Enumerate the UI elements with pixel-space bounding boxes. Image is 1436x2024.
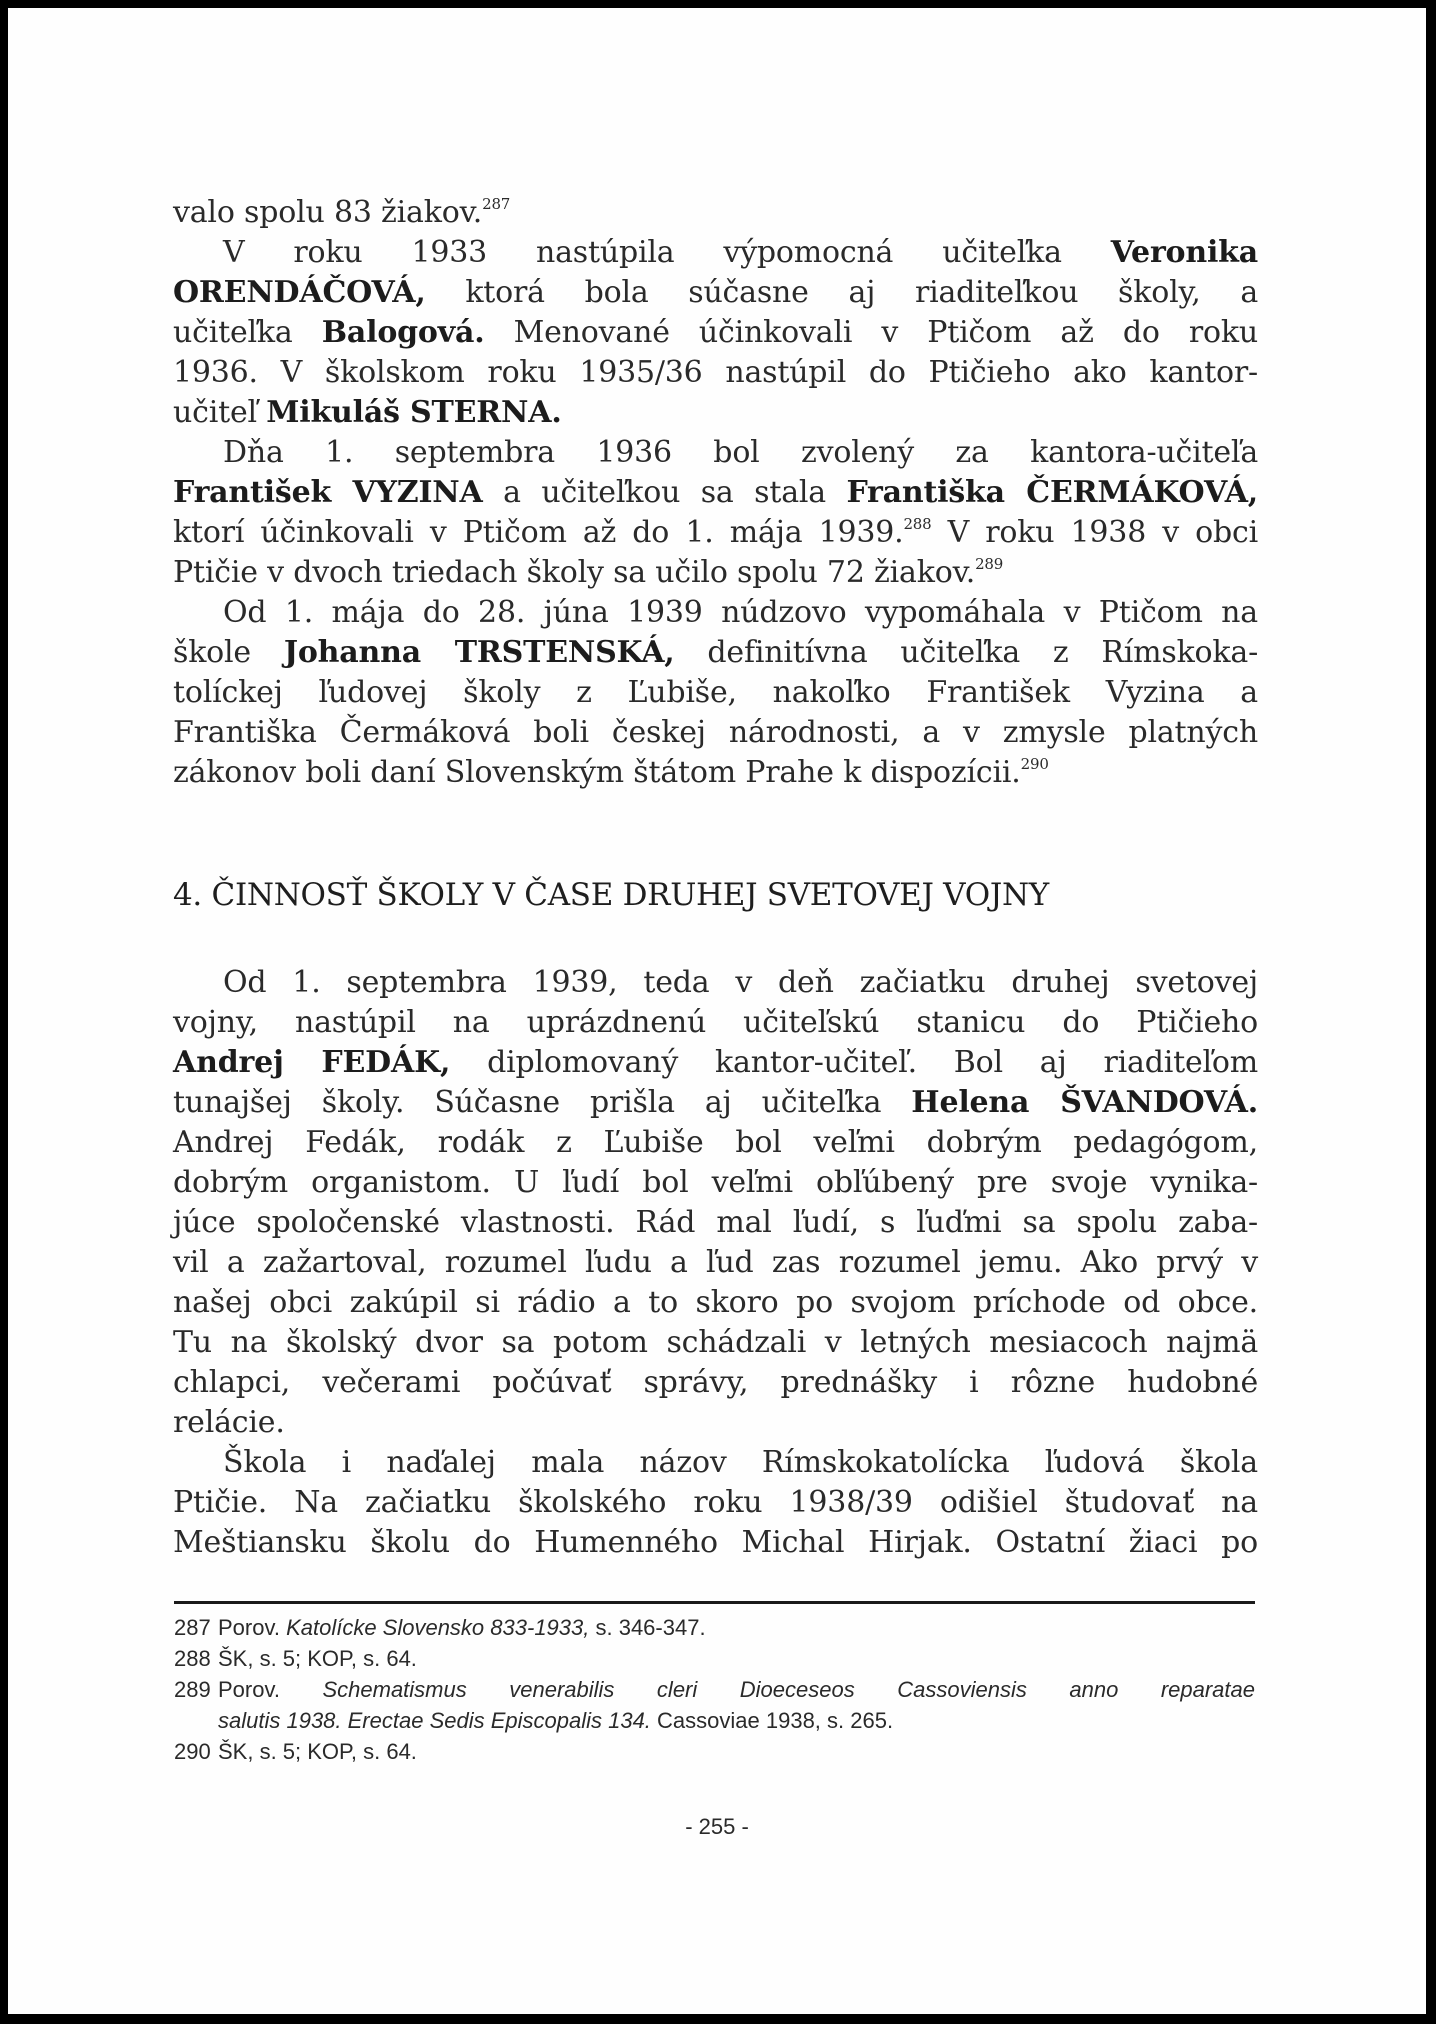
footnote-text: Porov. Schematismus venerabilis cleri Dioeceseos Cassoviensis anno reparatae salutis 1938. Erectae Sedis Episcopalis 134. Cassoviae 1938, s. 265. [218, 1677, 1255, 1733]
footnote-number: 290 [174, 1739, 211, 1764]
text-line: Dňa 1. septembra 1936 bol zvolený za kantora-učiteľa [223, 435, 1258, 470]
footnote-number: 288 [174, 1646, 211, 1671]
section-heading: 4. ČINNOSŤ ŠKOLY V ČASE DRUHEJ SVETOVEJ VOJNY [173, 877, 1049, 913]
text-line: chlapci, večerami počúvať správy, prednášky i rôzne hudobné [173, 1365, 1258, 1400]
paragraph-2 [173, 233, 1258, 433]
footnote-text: ŠK, s. 5; KOP, s. 64. [218, 1646, 417, 1671]
footnote-item [174, 1612, 1255, 1643]
text-line: Škola i naďalej mala názov Rímskokatolícka ľudová škola [223, 1445, 1258, 1480]
text-line: relácie. [173, 1405, 285, 1440]
text-line: dobrým organistom. U ľudí bol veľmi obľúbený pre svoje vynika- [173, 1165, 1258, 1200]
paragraph-1 [173, 193, 1258, 233]
footnote-ref: 289 [975, 555, 1004, 573]
text-line: Od 1. septembra 1939, teda v deň začiatku druhej svetovej [223, 965, 1258, 1000]
footnote-separator [174, 1601, 1255, 1604]
footnote-item [174, 1643, 1255, 1674]
text-line: Andrej FEDÁK, diplomovaný kantor-učiteľ. Bol aj riaditeľom [173, 1045, 1259, 1080]
text-line: učiteľ Mikuláš STERNA. [173, 395, 562, 430]
text-line: Meštiansku školu do Humenného Michal Hirjak. Ostatní žiaci po [173, 1525, 1258, 1560]
footnote-ref: 288 [903, 515, 932, 533]
text-line: našej obci zakúpil si rádio a to skoro po svojom príchode od obce. [173, 1285, 1258, 1320]
text-line: Od 1. mája do 28. júna 1939 núdzovo vypomáhala v Ptičom na [223, 595, 1258, 630]
text-line: V roku 1933 nastúpila výpomocná učiteľka Veronika [223, 235, 1258, 270]
page-number: - 255 - [685, 1814, 749, 1839]
text-line: Tu na školský dvor sa potom schádzali v letných mesiacoch najmä [173, 1325, 1258, 1360]
text-line: František VYZINA a učiteľkou sa stala Františka ČERMÁKOVÁ, [173, 475, 1259, 510]
text-line: tunajšej školy. Súčasne prišla aj učiteľka Helena ŠVANDOVÁ. [173, 1085, 1259, 1120]
text-line: Andrej Fedák, rodák z Ľubiše bol veľmi dobrým pedagógom, [173, 1125, 1258, 1160]
text-line: ktorí účinkovali v Ptičom až do 1. mája 1939.$^{288}$ V roku 1938 v obci [173, 515, 1259, 550]
paragraph-5 [173, 963, 1258, 1443]
paragraph-6 [173, 1443, 1258, 1563]
paragraph-4 [173, 593, 1258, 793]
footnote-text: ŠK, s. 5; KOP, s. 64. [218, 1739, 417, 1764]
footnote-ref: 287 [482, 195, 511, 213]
text-line: Ptičie. Na začiatku školského roku 1938/39 odišiel študovať na [173, 1485, 1258, 1520]
footnote-text: Porov. Katolícke Slovensko 833-1933, s. 346-347. [218, 1615, 706, 1640]
footnotes [174, 1612, 1255, 1767]
text-line: ORENDÁČOVÁ, ktorá bola súčasne aj riaditeľkou školy, a [173, 275, 1258, 310]
book-page [8, 8, 1426, 2014]
text-line: 1936. V školskom roku 1935/36 nastúpil do Ptičieho ako kantor- [173, 355, 1258, 390]
text-line: vojny, nastúpil na uprázdnenú učiteľskú stanicu do Ptičieho [173, 1005, 1258, 1040]
footnote-item [174, 1736, 1255, 1767]
text-line: škole Johanna TRSTENSKÁ, definitívna učiteľka z Rímskoka- [173, 635, 1259, 670]
text-line: tolíckej ľudovej školy z Ľubiše, nakoľko František Vyzina a [173, 675, 1258, 710]
text-line: valo spolu 83 žiakov.$^{287}$ [173, 195, 511, 230]
text-line: Františka Čermáková boli českej národnosti, a v zmysle platných [173, 715, 1258, 750]
text-line: učiteľka Balogová. Menované účinkovali v Ptičom až do roku [173, 315, 1258, 350]
text-line: Ptičie v dvoch triedach školy sa učilo spolu 72 žiakov.$^{289}$ [173, 555, 1004, 590]
footnote-ref: 290 [1020, 755, 1049, 773]
paragraph-3 [173, 433, 1258, 593]
footnote-number: 289 [174, 1677, 211, 1702]
footnote-item [174, 1674, 1255, 1736]
text-line: zákonov boli daní Slovenským štátom Prahe k dispozícii.$^{290}$ [173, 755, 1049, 790]
text-line: júce spoločenské vlastnosti. Rád mal ľudí, s ľuďmi sa spolu zaba- [173, 1205, 1258, 1240]
text-line: vil a zažartoval, rozumel ľudu a ľud zas rozumel jemu. Ako prvý v [173, 1245, 1258, 1280]
footnote-number: 287 [174, 1615, 211, 1640]
